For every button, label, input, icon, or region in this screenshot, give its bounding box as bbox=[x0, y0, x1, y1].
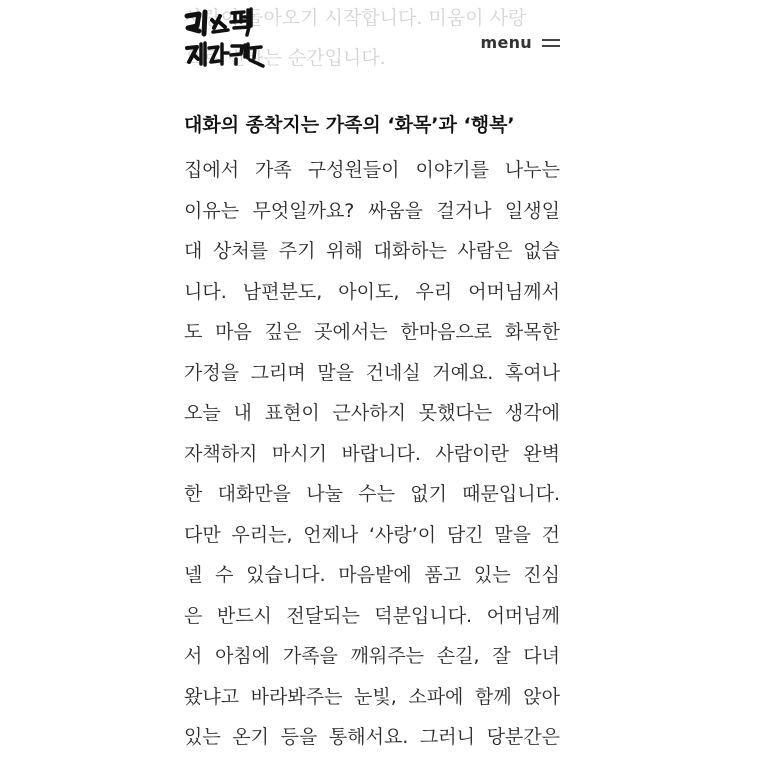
article-body bbox=[184, 150, 560, 758]
body-text-line: 다만 우리는, 언제나 ‘사랑’이 담긴 말을 건 bbox=[184, 523, 560, 546]
site-header bbox=[184, 0, 560, 84]
body-text-line: 니다. 남편분도, 아이도, 우리 어머님께서 bbox=[184, 280, 560, 303]
brand-logo-icon bbox=[184, 4, 266, 76]
body-text-line: 서 아침에 가족을 깨워주는 손길, 잘 다녀 bbox=[184, 645, 560, 667]
body-text-line: 대 상처를 주기 위해 대화하는 사람은 없습 bbox=[184, 240, 560, 262]
body-text-line: 한 대화만을 나눌 수는 없기 때문입니다. bbox=[184, 483, 560, 505]
body-text-line: 왔냐고 바라봐주는 눈빛, 소파에 함께 앉아 bbox=[184, 685, 560, 708]
body-text-line: 도 마음 깊은 곳에서는 한마음으로 화목한 bbox=[184, 321, 560, 343]
body-text-line: 가정을 그리며 말을 건네실 거예요. 혹여나 bbox=[184, 361, 560, 384]
body-text-line: 은 반드시 전달되는 덕분입니다. 어머님께 bbox=[184, 604, 560, 627]
faded-text-line: 으로 변하는 순간입니다. bbox=[184, 47, 386, 69]
article-column bbox=[184, 0, 560, 773]
menu-button[interactable] bbox=[480, 33, 560, 52]
section-title: 대화의 종착지는 가족의 ‘화목’과 ‘행복’ bbox=[184, 114, 515, 136]
body-text-line: 이유는 무엇일까요? 싸움을 걸거나 일생일 bbox=[184, 199, 560, 222]
menu-label: menu bbox=[480, 33, 532, 52]
body-text-line: 있는 온기 등을 통해서요. 그러니 당분간은 bbox=[184, 726, 560, 748]
body-text-line: 오늘 내 표현이 근사하지 못했다는 생각에 bbox=[184, 402, 560, 424]
body-text-line: 집에서 가족 구성원들이 이야기를 나누는 bbox=[184, 159, 560, 181]
hamburger-icon bbox=[542, 37, 560, 49]
brand-logo[interactable] bbox=[184, 4, 266, 76]
body-text-line: 넬 수 있습니다. 마음밭에 품고 있는 진심 bbox=[184, 564, 560, 586]
faded-text-line: 사랑이 돌아오기 시작합니다. 미움이 사랑 bbox=[184, 7, 527, 29]
body-text-line: 자책하지 마시기 바랍니다. 사람이란 완벽 bbox=[184, 442, 560, 465]
